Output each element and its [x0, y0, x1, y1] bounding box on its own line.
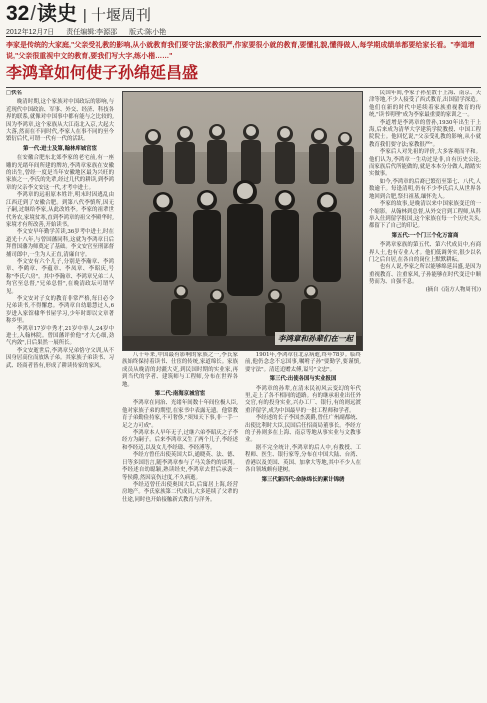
paragraph: 李家后人对先祖的评价,大多客观而平和。他们认为,李鸿章一生功过是非,自有历史公论,而家族后代所能做的,就是本本分分做人,踏踏实实做事。 [369, 149, 481, 178]
publication-brand: | 十堰周刊 [82, 7, 151, 24]
page-header [6, 3, 481, 37]
paragraph: 李经述的长子李国杰袭爵,曾任广州副都统、出使比利时大臣,民国后任招商局董事长。李经方的子孙则多在上海、南京等地从事实业与文教事业。 [245, 415, 361, 444]
subheading: 第二代:南海京城官宦 [154, 391, 206, 398]
article-column-3 [245, 352, 361, 696]
paragraph: 李道增是李鸿章的曾孙,1930年出生于上海,后来成为清华大学建筑学院教授、中国工程院院士。他回忆说,"父亲受礼教的影响,从小就教育我们要守法;家教很严"。 [369, 119, 481, 148]
editor-credit: 责任编辑:李源邵 [66, 29, 118, 36]
article-headline: 李鸿章如何使子孙绵延昌盛 [6, 65, 199, 82]
paragraph: 据不完全统计,李鸿章的后人中,有教授、工程师、医生、银行家等,分布在中国大陆、台湾、香港以及美国、英国、加拿大等地,其中不少人在各自领域颇有建树。 [245, 444, 361, 474]
family-photo-image [123, 92, 362, 350]
page-number: 32 [6, 2, 30, 25]
paragraph: 李经方曾任出使英国大臣,通晓英、法、德、日等多国语言,随李鸿章参与了马关条约的谈判。李经述自幼聪颖,熟读经史,李鸿章去世后承袭一等侯爵,然因哀伤过度,不久病逝。 [122, 452, 238, 481]
page-section-title [6, 3, 151, 27]
paragraph: 李鸿章的远祖原本姓许,明末时因逃乱由江西迁到了安徽合肥。到第八代李慎所,因无子嗣,过继给李家,从此改姓李。李家的祖辈世代务农,家境贫寒,直到李鸿章的祖父李殿华时,家境才有所改善,开始读书。 [6, 192, 114, 228]
paragraph: 民国年间,李家子孙星散于上海、南京、天津等地,不少人接受了西式教育,出国留学深造。他们在新的时代中延续着家族重视教育的传统,"读书明理"成为李家最重要的家训之一。 [369, 90, 481, 119]
article-column-4 [369, 90, 481, 696]
layout-credit: 版式:陈小艳 [129, 29, 167, 36]
paragraph: 李鸿章本人早年无子,过继六弟李昭庆之子李经方为嗣子。后来李鸿章又生了两个儿子,李经述和李经迈,以及女儿李经璹、李经溥等。 [122, 430, 238, 451]
subheading: 第一代:进士及第,翰林库城官宦 [23, 145, 97, 152]
section-name: 读史 [36, 3, 77, 25]
paragraph: 在安徽合肥东北郊李家的老宅前,有一座雕的光绪年间所建的牌坊,李鸿章家族在安徽的出生,曾经一度是当年安徽地区最为兴旺的家族之一,李氏的先辈,经过几代的耕读,到李鸿章的父亲李文安这一代,才考中进士。 [6, 155, 114, 191]
paragraph: 李文安有六个儿子,分别是李瀚章、李鸿章、李鹤章、李蕴章、李凤章、李昭庆,号称"李氏六房"。其中李瀚章、李鸿章兄弟二人均官至总督,"兄弟总督",在晚清政坛可谓罕见。 [6, 258, 114, 295]
subheading: 第三代:出使各国与实业报国 [269, 376, 337, 383]
paragraph: 李经迈曾任出使奥国大臣,后寓居上海,经营房地产。李氏家族第二代成员,大多延续了父辈的仕途,同时也开始接触新式教育与洋务。 [122, 481, 238, 503]
paragraph: 李文安早年勤学苦读,36岁考中进士,时在道光十八年,与曾国藩同科,这就为李鸿章日后拜曾国藩为师奠定了基础。李文安官至刑部督捕司郎中,一生为人正直,清廉自守。 [6, 229, 114, 258]
subheading: 第五代:一个门三个化万富商 [391, 232, 459, 239]
family-photo [122, 91, 363, 351]
paragraph: 晚清时期,这个家族对中国政坛的影响,与近现代中国政治、军事、外交、经济、科技各界的联系,就像对中国事中都有能与之比较的,因为李鸿章,这个家族从大江南北入京,大起大大落,然而在不同时代,李家人在事不同的至今繁衍后代,可谓一代有一代的活跃。 [6, 99, 114, 143]
headline-rule [6, 87, 481, 88]
subheading: 第三代新四代:命脉绵长的累计锦绣 [261, 476, 345, 483]
header-rule [6, 36, 481, 37]
paragraph: 李家的故事,是晚清以来中国家族变迁的一个缩影。从翰林到总督,从外交官到工程师,从科举入仕到留学报国,这个家族在每一个历史关头,都留下了自己的印记。 [369, 201, 481, 230]
photo-caption: 李鸿章和孙辈们在一起 [275, 332, 356, 345]
paragraph: 李鸿章家族的第五代、第六代成员中,有商界人士,也有专业人才。他们低调务实,很少以名门之后自居,在各自的岗位上默默耕耘。 [369, 242, 481, 263]
article-column-2 [122, 352, 238, 696]
paragraph: 1901年,李鸿章在北京病逝,终年78岁。临终前,他仍念念不忘国事,嘱咐子孙"要勤学,要谨慎,要守法"。清廷追赠太傅,谥号"文忠"。 [245, 352, 361, 373]
article-author: □佚名 [6, 90, 22, 96]
paragraph: 八十年来,中国最有影响的家族之一,李氏家族始终保持着读书、仕宦的传统,家道绵长。家族成员从晚清的封疆大吏,到民国时期的实业家,再到当代的学者、建筑师与工程师,分布在世界各地。 [122, 352, 238, 388]
paragraph: 李鸿章17岁中秀才,21岁中举人,24岁中进士,入翰林院。曾国藩评价他"才大心细,劲气内敛",日后果然一展所长。 [6, 325, 114, 347]
page-separator: / [30, 3, 36, 25]
article-column-1 [6, 90, 114, 696]
source-credit: (摘自《南方人物周刊》) [425, 286, 481, 293]
paragraph: 李文安逝世后,李鸿章兄弟恪守父训,从不因身居高位而放纵子弟。其家族子弟读书、习武、经商者皆有,形成了耕读传家的家风。 [6, 347, 114, 369]
paragraph: 如今,李鸿章的后裔已繁衍至第七、八代,人数逾千。每逢清明,仍有不少李氏后人从世界各地回到合肥,祭扫祖墓,缅怀先人。 [369, 178, 481, 200]
paragraph: 也有人说,李家之所以能够绵延昌盛,是因为重视教育、注重家风,子孙能够在时代变迁中顺势而为、自强不息。 [369, 264, 481, 286]
paragraph: 李鸿章在同治、光绪年间数十年间位极人臣,他对家族子弟的期望,在家书中表露无遗。他常教育子弟勤俭持家,不可奢侈,"须知天下事,非一手一足之力可成"。 [122, 400, 238, 429]
lead-summary: 李家是传统的大家庭,"父亲受礼教的影响,从小就教育我们要守法;家教很严,作家要很小就的教育,要懂礼貌,懂得做人,每学期成绩单都要给家长看。"李道增说,"父亲很重视中文的教育,要我们写大字,练小楷……" [6, 42, 475, 60]
paragraph: 李文安对子女的教育非常严格,每日必令兄弟读书,不得懈怠。李鸿章自幼聪慧过人,6岁进入家馆棣华书屋学习,少年时即以文章著称乡里。 [6, 295, 114, 325]
paragraph: 李鸿章的孙辈,在清末民初风云变幻的年代里,走上了各不相同的道路。有的继承祖业出任外交官,有的投身实业,兴办工厂、银行,有的则远渡重洋留学,成为中国最早的一批工程师和学者。 [245, 385, 361, 414]
issue-date: 2012年12月7日 [6, 29, 55, 36]
